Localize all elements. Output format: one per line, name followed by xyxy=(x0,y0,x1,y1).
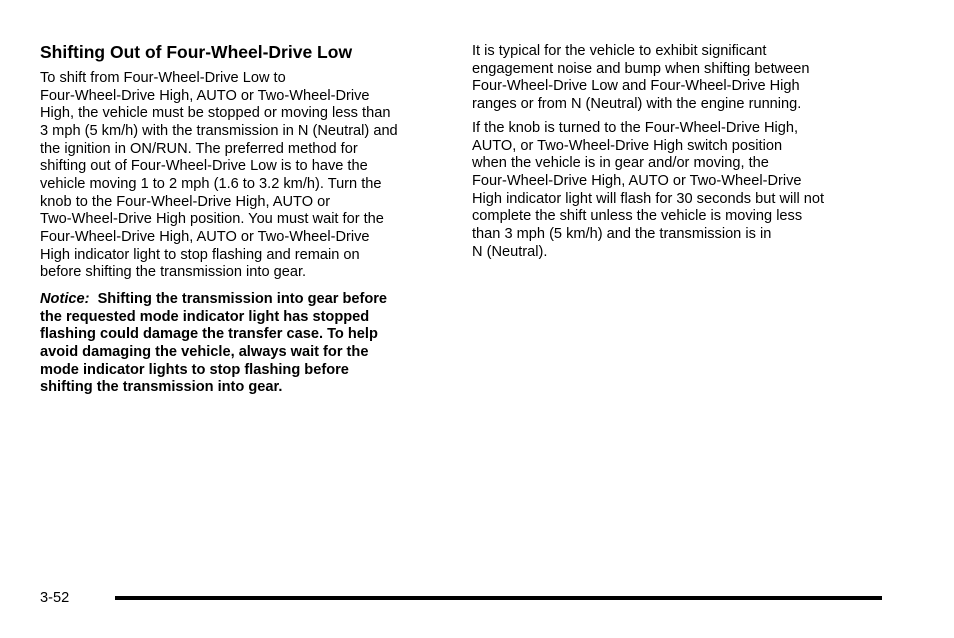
paragraph-line: Four-Wheel-Drive High, AUTO or Two-Wheel-Drive xyxy=(472,172,802,189)
section-heading: Shifting Out of Four-Wheel-Drive Low xyxy=(40,42,353,62)
paragraph-line: than 3 mph (5 km/h) and the transmission is in xyxy=(472,225,772,242)
paragraph-line: High indicator light to stop flashing and remain on xyxy=(40,246,360,263)
paragraph-line: To shift from Four-Wheel-Drive Low to xyxy=(40,70,286,86)
notice-line: flashing could damage the transfer case. To help xyxy=(40,326,378,343)
notice-label: Notice: xyxy=(40,291,90,307)
paragraph-line: N (Neutral). xyxy=(472,243,548,260)
paragraph-line: engagement noise and bump when shifting between xyxy=(472,60,810,77)
paragraph-line: Two-Wheel-Drive High position. You must wait for the xyxy=(40,211,384,228)
notice-first-text: Shifting the transmission into gear before xyxy=(97,291,388,307)
paragraph-line: vehicle moving 1 to 2 mph (1.6 to 3.2 km/h). Turn the xyxy=(40,175,382,192)
paragraph-line: Four-Wheel-Drive High, AUTO or Two-Wheel-Drive xyxy=(40,87,370,104)
notice-line: avoid damaging the vehicle, always wait for the xyxy=(40,343,369,360)
paragraph-line: shifting out of Four-Wheel-Drive Low is to have the xyxy=(40,158,368,175)
indicator-flash-paragraph xyxy=(472,120,824,261)
paragraph-line: ranges or from N (Neutral) with the engine running. xyxy=(472,95,802,112)
notice-line: the requested mode indicator light has stopped xyxy=(40,308,370,325)
notice-line: mode indicator lights to stop flashing before xyxy=(40,361,349,378)
footer-rule xyxy=(115,596,882,600)
engagement-noise-paragraph xyxy=(472,43,810,114)
notice-paragraph xyxy=(40,291,387,397)
paragraph-line: 3 mph (5 km/h) with the transmission in N (Neutral) and xyxy=(40,122,398,139)
notice-line: shifting the transmission into gear. xyxy=(40,379,283,396)
paragraph-line: knob to the Four-Wheel-Drive High, AUTO or xyxy=(40,193,331,210)
notice-first-line xyxy=(40,291,387,309)
paragraph-line: Four-Wheel-Drive High, AUTO or Two-Wheel-Drive xyxy=(40,228,370,245)
paragraph-line: complete the shift unless the vehicle is moving less xyxy=(472,208,803,225)
paragraph-line: before shifting the transmission into gear. xyxy=(40,264,307,281)
paragraph-line: It is typical for the vehicle to exhibit significant xyxy=(472,43,767,59)
paragraph-line: AUTO, or Two-Wheel-Drive High switch position xyxy=(472,137,783,154)
paragraph-line: If the knob is turned to the Four-Wheel-Drive High, xyxy=(472,120,799,136)
paragraph-line: High indicator light will flash for 30 seconds but will not xyxy=(472,190,825,207)
shift-procedure-paragraph xyxy=(40,70,398,282)
paragraph-line: when the vehicle is in gear and/or moving, the xyxy=(472,155,769,172)
paragraph-line: the ignition in ON/RUN. The preferred method for xyxy=(40,140,358,157)
page-number: 3-52 xyxy=(40,590,70,606)
paragraph-line: High, the vehicle must be stopped or moving less than xyxy=(40,105,391,122)
paragraph-line: Four-Wheel-Drive Low and Four-Wheel-Drive High xyxy=(472,78,800,95)
